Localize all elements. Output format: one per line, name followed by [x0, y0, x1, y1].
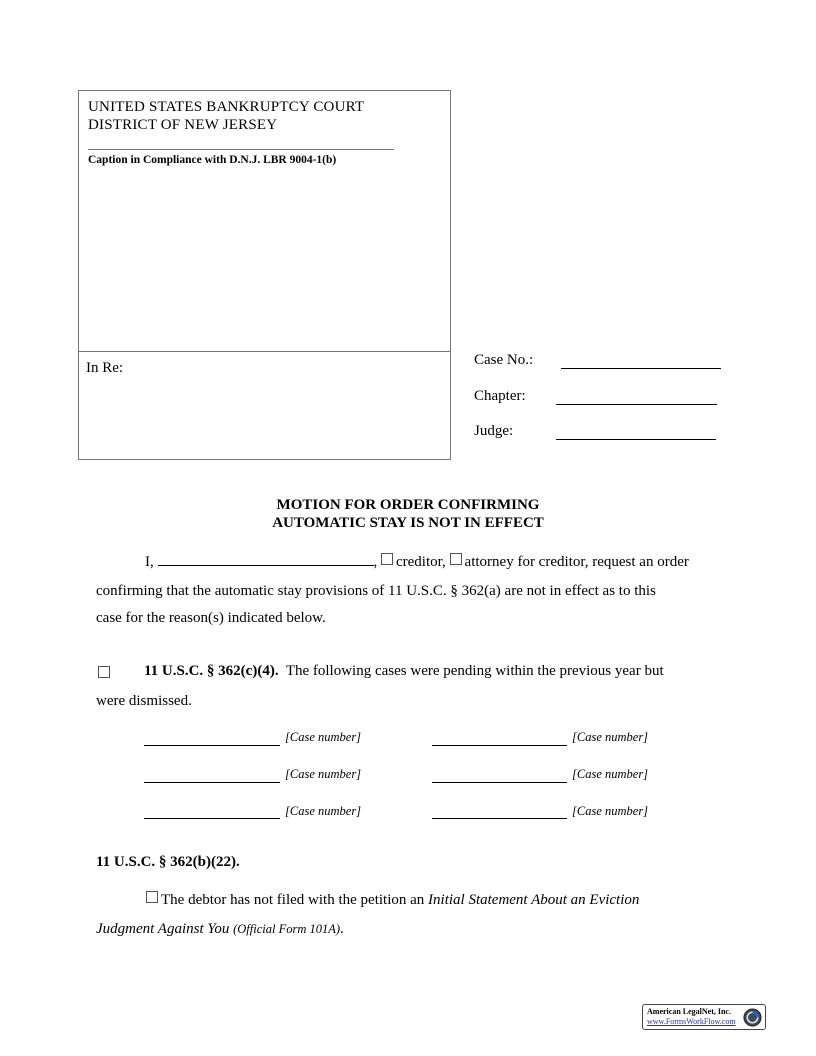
- creditor-checkbox[interactable]: [381, 553, 393, 565]
- section-c4-text: The following cases were pending within the previous year but: [285, 663, 664, 679]
- court-district: DISTRICT OF NEW JERSEY: [88, 117, 278, 133]
- case-number-field[interactable]: [432, 818, 567, 819]
- section-c4-checkbox[interactable]: [98, 666, 110, 678]
- case-number-placeholder: [Case number]: [572, 804, 649, 818]
- case-number-field[interactable]: [144, 745, 280, 746]
- intro-comma: ,: [373, 554, 378, 570]
- globe-logo-icon: [743, 1008, 762, 1027]
- eviction-checkbox[interactable]: [146, 891, 158, 903]
- section-c4-heading: 11 U.S.C. § 362(c)(4).: [144, 663, 279, 679]
- legalnet-badge[interactable]: [642, 1004, 766, 1030]
- section-b22-heading: 11 U.S.C. § 362(b)(22).: [96, 854, 240, 870]
- motion-title-line2: AUTOMATIC STAY IS NOT IN EFFECT: [272, 515, 544, 531]
- case-number-field[interactable]: [432, 782, 567, 783]
- section-c4-line1: [144, 663, 664, 680]
- in-re-label: In Re:: [86, 360, 124, 376]
- caption-box: [78, 90, 451, 460]
- badge-brand: American LegalNet, Inc.: [647, 1007, 731, 1016]
- case-no-label: Case No.:: [474, 352, 534, 368]
- caption-divider: [78, 351, 451, 352]
- section-b22-line2: [96, 921, 344, 938]
- section-b22-form-title-cont: Judgment Against You: [96, 921, 230, 937]
- intro-line2: confirming that the automatic stay provisions of 11 U.S.C. § 362(a) are not in effect as to this: [96, 583, 656, 599]
- case-number-placeholder: [Case number]: [285, 804, 362, 818]
- case-number-placeholder: [Case number]: [572, 730, 649, 744]
- case-number-field[interactable]: [432, 745, 567, 746]
- attorney-label: attorney for creditor, request an order: [464, 554, 689, 570]
- motion-title-line1: MOTION FOR ORDER CONFIRMING: [276, 497, 540, 513]
- case-number-field[interactable]: [144, 818, 280, 819]
- intro-prefix: I,: [145, 554, 154, 570]
- name-field[interactable]: [158, 565, 374, 566]
- case-number-field[interactable]: [144, 782, 280, 783]
- section-b22-form-title: Initial Statement About an Eviction: [428, 892, 640, 908]
- judge-label: Judge:: [474, 423, 514, 439]
- chapter-field[interactable]: [556, 404, 717, 405]
- section-b22-text: The debtor has not filed with the petition an: [161, 892, 425, 908]
- case-no-field[interactable]: [561, 368, 721, 369]
- badge-url[interactable]: www.FormsWorkFlow.com: [647, 1017, 736, 1026]
- case-number-placeholder: [Case number]: [572, 767, 649, 781]
- section-b22-form-number: (Official Form 101A): [233, 922, 341, 936]
- section-b22-period: .: [340, 921, 344, 937]
- section-b22-line1: [146, 891, 639, 909]
- case-number-placeholder: [Case number]: [285, 767, 362, 781]
- section-c4-line2: were dismissed.: [96, 693, 192, 709]
- intro-line1: [145, 553, 689, 571]
- court-name: UNITED STATES BANKRUPTCY COURT: [88, 99, 365, 115]
- compliance-note: Caption in Compliance with D.N.J. LBR 9004-1(b): [88, 154, 337, 166]
- caption-rule: [88, 149, 394, 150]
- creditor-label: creditor,: [396, 554, 446, 570]
- judge-field[interactable]: [556, 439, 716, 440]
- intro-line3: case for the reason(s) indicated below.: [96, 610, 326, 626]
- case-number-placeholder: [Case number]: [285, 730, 362, 744]
- chapter-label: Chapter:: [474, 388, 526, 404]
- attorney-checkbox[interactable]: [450, 553, 462, 565]
